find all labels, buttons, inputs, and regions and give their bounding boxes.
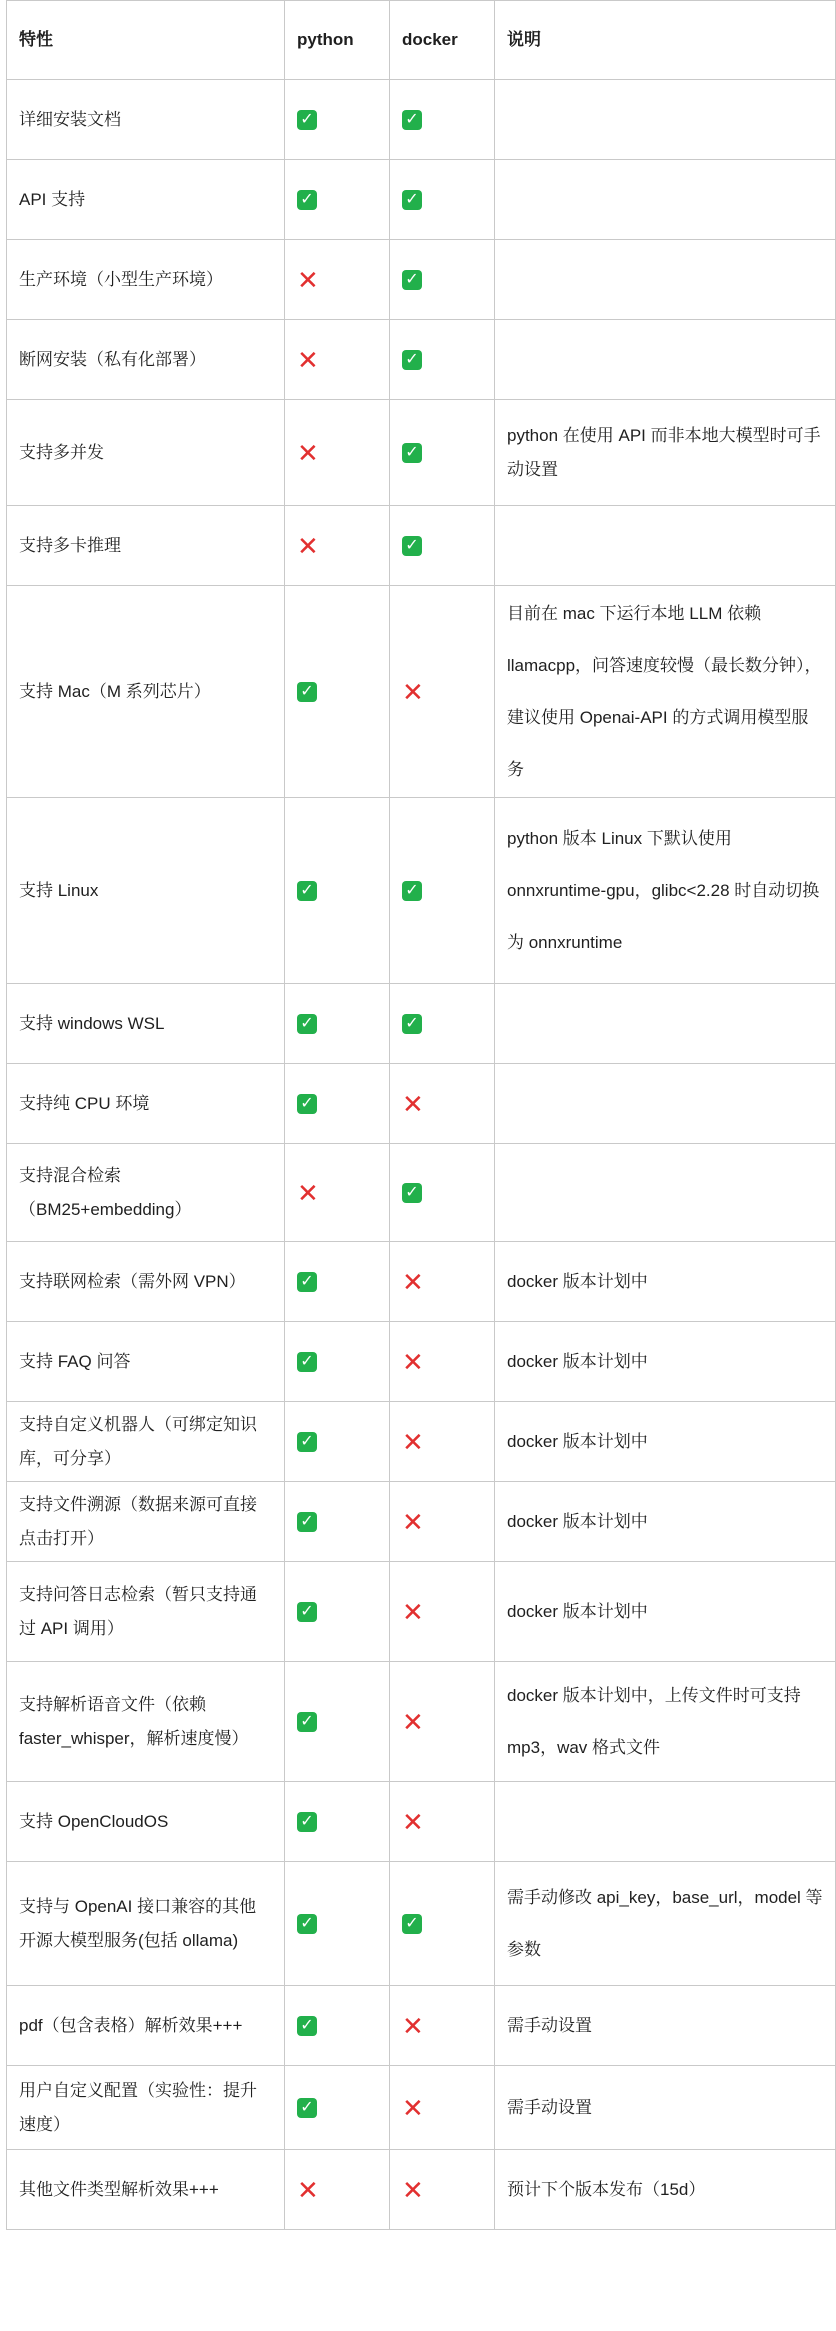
cross-icon: ✕ — [297, 2175, 319, 2206]
cross-icon: ✕ — [402, 677, 424, 708]
cross-icon: ✕ — [402, 2011, 424, 2042]
feature-cell: 断网安装（私有化部署） — [7, 320, 285, 400]
check-icon: ✓ — [297, 110, 317, 130]
check-icon: ✓ — [402, 110, 422, 130]
feature-cell: 支持解析语音文件（依赖 faster_whisper，解析速度慢） — [7, 1662, 285, 1782]
docker-support-cell — [390, 1064, 495, 1144]
python-support-cell — [285, 2150, 390, 2230]
header-feature: 特性 — [7, 1, 285, 80]
check-icon: ✓ — [402, 1914, 422, 1934]
python-support-cell — [285, 2066, 390, 2150]
table-row — [7, 798, 836, 984]
docker-support-cell — [390, 240, 495, 320]
python-support-cell — [285, 1064, 390, 1144]
feature-cell: 支持纯 CPU 环境 — [7, 1064, 285, 1144]
docker-support-cell — [390, 400, 495, 506]
docker-support-cell — [390, 1782, 495, 1862]
feature-cell: 其他文件类型解析效果+++ — [7, 2150, 285, 2230]
cross-icon: ✕ — [402, 1597, 424, 1628]
docker-support-cell — [390, 160, 495, 240]
table-row — [7, 984, 836, 1064]
check-icon: ✓ — [402, 536, 422, 556]
check-icon: ✓ — [297, 1352, 317, 1372]
cross-icon: ✕ — [402, 2093, 424, 2124]
cross-icon: ✕ — [297, 531, 319, 562]
note-cell: docker 版本计划中 — [495, 1482, 836, 1562]
python-support-cell — [285, 1986, 390, 2066]
table-row — [7, 1562, 836, 1662]
python-support-cell — [285, 1782, 390, 1862]
note-cell — [495, 160, 836, 240]
table-row — [7, 2066, 836, 2150]
feature-cell: pdf（包含表格）解析效果+++ — [7, 1986, 285, 2066]
python-support-cell — [285, 506, 390, 586]
docker-support-cell — [390, 1862, 495, 1986]
python-support-cell — [285, 1562, 390, 1662]
docker-support-cell — [390, 1562, 495, 1662]
feature-cell: 支持 FAQ 问答 — [7, 1322, 285, 1402]
table-row — [7, 400, 836, 506]
cross-icon: ✕ — [402, 1347, 424, 1378]
table-row — [7, 586, 836, 798]
check-icon: ✓ — [297, 1812, 317, 1832]
table-row — [7, 1402, 836, 1482]
python-support-cell — [285, 1144, 390, 1242]
feature-cell: 支持与 OpenAI 接口兼容的其他开源大模型服务(包括 ollama) — [7, 1862, 285, 1986]
docker-support-cell — [390, 2066, 495, 2150]
table-row — [7, 1144, 836, 1242]
docker-support-cell — [390, 1482, 495, 1562]
note-cell: 目前在 mac 下运行本地 LLM 依赖 llamacpp，问答速度较慢（最长数分钟），建议使用 Openai-API 的方式调用模型服务 — [495, 586, 836, 798]
feature-cell: 支持文件溯源（数据来源可直接点击打开） — [7, 1482, 285, 1562]
python-support-cell — [285, 798, 390, 984]
check-icon: ✓ — [297, 2098, 317, 2118]
check-icon: ✓ — [297, 881, 317, 901]
table-row — [7, 1782, 836, 1862]
python-support-cell — [285, 1862, 390, 1986]
check-icon: ✓ — [297, 1602, 317, 1622]
note-cell: 需手动设置 — [495, 2066, 836, 2150]
table-row — [7, 1242, 836, 1322]
table-row — [7, 1482, 836, 1562]
check-icon: ✓ — [402, 1183, 422, 1203]
feature-cell: 支持联网检索（需外网 VPN） — [7, 1242, 285, 1322]
check-icon: ✓ — [402, 270, 422, 290]
note-cell: docker 版本计划中 — [495, 1322, 836, 1402]
feature-cell: 支持自定义机器人（可绑定知识库，可分享） — [7, 1402, 285, 1482]
note-cell: python 版本 Linux 下默认使用 onnxruntime-gpu，glibc<2.28 时自动切换为 onnxruntime — [495, 798, 836, 984]
docker-support-cell — [390, 1322, 495, 1402]
feature-cell: 用户自定义配置（实验性：提升速度） — [7, 2066, 285, 2150]
cross-icon: ✕ — [297, 345, 319, 376]
cross-icon: ✕ — [402, 1507, 424, 1538]
docker-support-cell — [390, 1144, 495, 1242]
check-icon: ✓ — [297, 682, 317, 702]
table-row — [7, 1662, 836, 1782]
check-icon: ✓ — [297, 1512, 317, 1532]
docker-support-cell — [390, 1402, 495, 1482]
note-cell: python 在使用 API 而非本地大模型时可手动设置 — [495, 400, 836, 506]
feature-comparison-table — [6, 0, 836, 2230]
feature-cell: 支持问答日志检索（暂只支持通过 API 调用） — [7, 1562, 285, 1662]
feature-cell: 详细安装文档 — [7, 80, 285, 160]
python-support-cell — [285, 400, 390, 506]
python-support-cell — [285, 1662, 390, 1782]
cross-icon: ✕ — [402, 1427, 424, 1458]
header-note: 说明 — [495, 1, 836, 80]
feature-cell: 支持多卡推理 — [7, 506, 285, 586]
table-row — [7, 2150, 836, 2230]
table-row — [7, 240, 836, 320]
docker-support-cell — [390, 586, 495, 798]
table-header-row — [7, 1, 836, 80]
docker-support-cell — [390, 984, 495, 1064]
docker-support-cell — [390, 320, 495, 400]
python-support-cell — [285, 1482, 390, 1562]
feature-cell: 支持多并发 — [7, 400, 285, 506]
table-row — [7, 1322, 836, 1402]
note-cell — [495, 506, 836, 586]
check-icon: ✓ — [297, 1094, 317, 1114]
feature-cell: 支持 Mac（M 系列芯片） — [7, 586, 285, 798]
note-cell — [495, 1782, 836, 1862]
table-row — [7, 1862, 836, 1986]
cross-icon: ✕ — [402, 1089, 424, 1120]
docker-support-cell — [390, 1662, 495, 1782]
table-body — [7, 80, 836, 2230]
docker-support-cell — [390, 80, 495, 160]
check-icon: ✓ — [402, 1014, 422, 1034]
note-cell — [495, 320, 836, 400]
check-icon: ✓ — [297, 1272, 317, 1292]
table-row — [7, 320, 836, 400]
cross-icon: ✕ — [402, 1707, 424, 1738]
note-cell — [495, 240, 836, 320]
python-support-cell — [285, 1402, 390, 1482]
python-support-cell — [285, 160, 390, 240]
docker-support-cell — [390, 1242, 495, 1322]
feature-cell: 支持混合检索（BM25+embedding） — [7, 1144, 285, 1242]
python-support-cell — [285, 1242, 390, 1322]
cross-icon: ✕ — [402, 1267, 424, 1298]
feature-cell: 支持 windows WSL — [7, 984, 285, 1064]
python-support-cell — [285, 320, 390, 400]
table-row — [7, 80, 836, 160]
docker-support-cell — [390, 1986, 495, 2066]
check-icon: ✓ — [297, 1914, 317, 1934]
note-cell: docker 版本计划中 — [495, 1242, 836, 1322]
cross-icon: ✕ — [402, 1807, 424, 1838]
check-icon: ✓ — [297, 190, 317, 210]
python-support-cell — [285, 240, 390, 320]
cross-icon: ✕ — [297, 1178, 319, 1209]
docker-support-cell — [390, 2150, 495, 2230]
check-icon: ✓ — [297, 1712, 317, 1732]
note-cell — [495, 80, 836, 160]
check-icon: ✓ — [297, 1014, 317, 1034]
python-support-cell — [285, 586, 390, 798]
note-cell: 需手动设置 — [495, 1986, 836, 2066]
note-cell: docker 版本计划中，上传文件时可支持 mp3，wav 格式文件 — [495, 1662, 836, 1782]
cross-icon: ✕ — [402, 2175, 424, 2206]
note-cell — [495, 984, 836, 1064]
table-row — [7, 160, 836, 240]
cross-icon: ✕ — [297, 438, 319, 469]
check-icon: ✓ — [297, 2016, 317, 2036]
docker-support-cell — [390, 506, 495, 586]
header-python: python — [285, 1, 390, 80]
check-icon: ✓ — [297, 1432, 317, 1452]
table-row — [7, 1064, 836, 1144]
table-row — [7, 506, 836, 586]
feature-cell: 支持 OpenCloudOS — [7, 1782, 285, 1862]
feature-cell: API 支持 — [7, 160, 285, 240]
python-support-cell — [285, 1322, 390, 1402]
note-cell: docker 版本计划中 — [495, 1562, 836, 1662]
python-support-cell — [285, 80, 390, 160]
note-cell: 预计下个版本发布（15d） — [495, 2150, 836, 2230]
cross-icon: ✕ — [297, 265, 319, 296]
check-icon: ✓ — [402, 350, 422, 370]
check-icon: ✓ — [402, 881, 422, 901]
note-cell — [495, 1144, 836, 1242]
note-cell — [495, 1064, 836, 1144]
feature-cell: 生产环境（小型生产环境） — [7, 240, 285, 320]
note-cell: docker 版本计划中 — [495, 1402, 836, 1482]
docker-support-cell — [390, 798, 495, 984]
header-docker: docker — [390, 1, 495, 80]
table-row — [7, 1986, 836, 2066]
feature-cell: 支持 Linux — [7, 798, 285, 984]
python-support-cell — [285, 984, 390, 1064]
note-cell: 需手动修改 api_key，base_url，model 等参数 — [495, 1862, 836, 1986]
check-icon: ✓ — [402, 443, 422, 463]
check-icon: ✓ — [402, 190, 422, 210]
